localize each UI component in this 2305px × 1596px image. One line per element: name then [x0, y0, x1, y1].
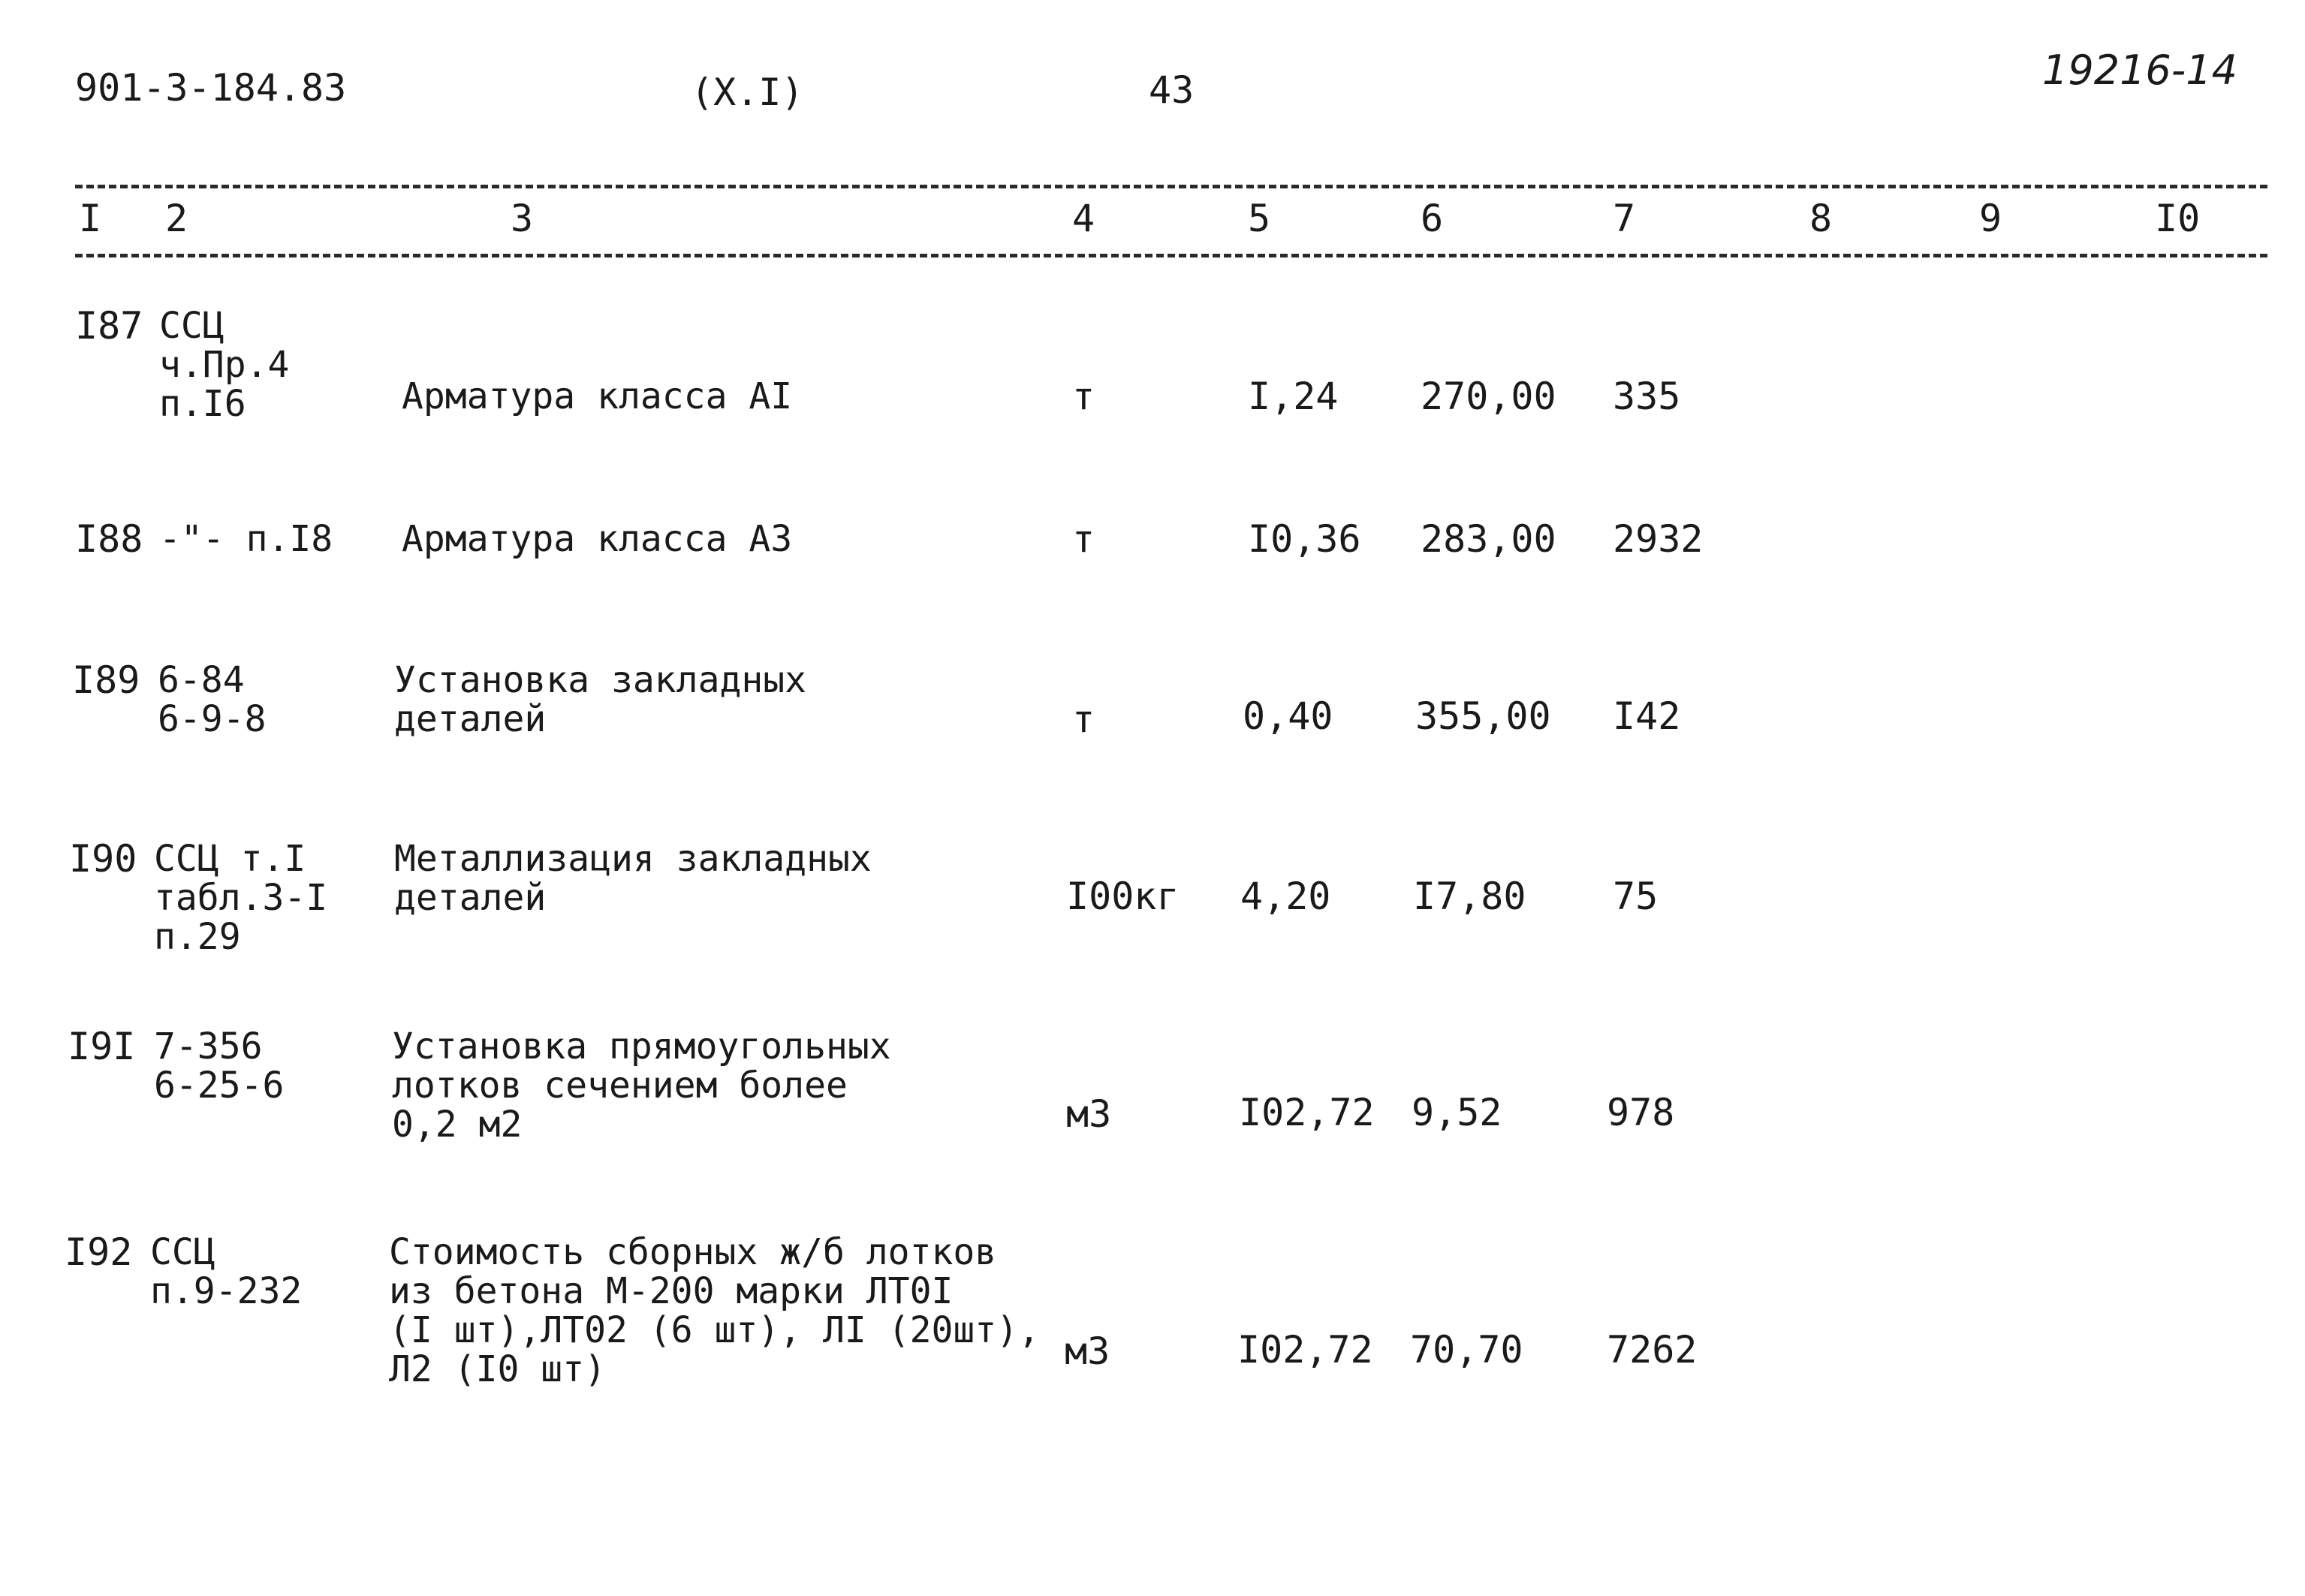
row-number: I9I: [68, 1025, 136, 1068]
column-header-5: 5: [1248, 197, 1271, 240]
row-quantity: I0,36: [1248, 517, 1361, 561]
row-reference: ССЦ т.I табл.3-I п.29: [154, 838, 328, 958]
section-label: (X.I): [691, 71, 804, 114]
header-bottom-divider: [75, 254, 2267, 257]
row-quantity: I02,72: [1237, 1328, 1373, 1372]
row-quantity: 0,40: [1243, 694, 1333, 738]
row-total: I42: [1613, 694, 1681, 738]
row-reference: ССЦ ч.Пр.4 п.I6: [159, 305, 290, 425]
row-reference: -"- п.I8: [159, 518, 333, 560]
row-unit-price: 70,70: [1410, 1328, 1523, 1372]
row-description: Установка прямоугольных лотков сечением более 0,2 м2: [392, 1025, 891, 1146]
document-code: 901-3-184.83: [75, 66, 347, 110]
row-unit-price: 9,52: [1412, 1091, 1502, 1134]
header-top-divider: [75, 185, 2267, 188]
column-header-2: 2: [165, 197, 188, 240]
row-reference: ССЦ п.9-232: [150, 1231, 303, 1312]
row-unit: м3: [1065, 1329, 1110, 1373]
row-total: 75: [1613, 875, 1659, 918]
row-unit: I00кг: [1066, 875, 1180, 918]
column-header-3: 3: [511, 197, 534, 240]
row-unit-price: 355,00: [1415, 694, 1551, 738]
row-unit-price: 270,00: [1421, 375, 1556, 418]
row-reference: 7-356 6-25-6: [154, 1025, 285, 1107]
archive-number: 19216-14: [2042, 47, 2237, 94]
column-header-7: 7: [1613, 197, 1636, 240]
row-description: Стоимость сборных ж/б лотков из бетона М-200 марки ЛТ0I (I шт),ЛТ02 (6 шт), ЛI (20шт), Л2 (I0 шт): [389, 1231, 1040, 1390]
row-total: 2932: [1613, 517, 1704, 561]
row-description: Металлизация закладных деталей: [394, 838, 872, 919]
column-header-8: 8: [1809, 197, 1833, 240]
row-total: 335: [1613, 375, 1681, 418]
column-header-10: I0: [2155, 197, 2201, 240]
row-unit-price: I7,80: [1413, 875, 1526, 918]
row-unit: т: [1072, 517, 1095, 561]
row-quantity: I,24: [1248, 375, 1339, 418]
row-number: I92: [65, 1230, 133, 1274]
row-unit-price: 283,00: [1421, 517, 1556, 561]
column-header-6: 6: [1421, 197, 1444, 240]
row-number: I89: [72, 658, 140, 702]
row-number: I90: [69, 837, 137, 881]
row-total: 7262: [1607, 1328, 1698, 1372]
row-description: Арматура класса А3: [402, 518, 793, 560]
row-description: Арматура класса АI: [402, 375, 793, 417]
row-unit: м3: [1066, 1092, 1112, 1136]
page-number: 43: [1149, 68, 1195, 112]
row-unit: т: [1072, 697, 1095, 741]
row-total: 978: [1607, 1091, 1675, 1134]
row-unit: т: [1072, 375, 1095, 418]
row-quantity: I02,72: [1239, 1091, 1375, 1134]
row-reference: 6-84 6-9-8: [158, 659, 267, 740]
column-header-4: 4: [1072, 197, 1095, 240]
row-quantity: 4,20: [1240, 875, 1331, 918]
row-number: I87: [75, 304, 143, 348]
row-number: I88: [75, 517, 143, 561]
column-header-9: 9: [1979, 197, 2002, 240]
column-header-1: I: [79, 197, 102, 240]
row-description: Установка закладных деталей: [394, 659, 807, 740]
